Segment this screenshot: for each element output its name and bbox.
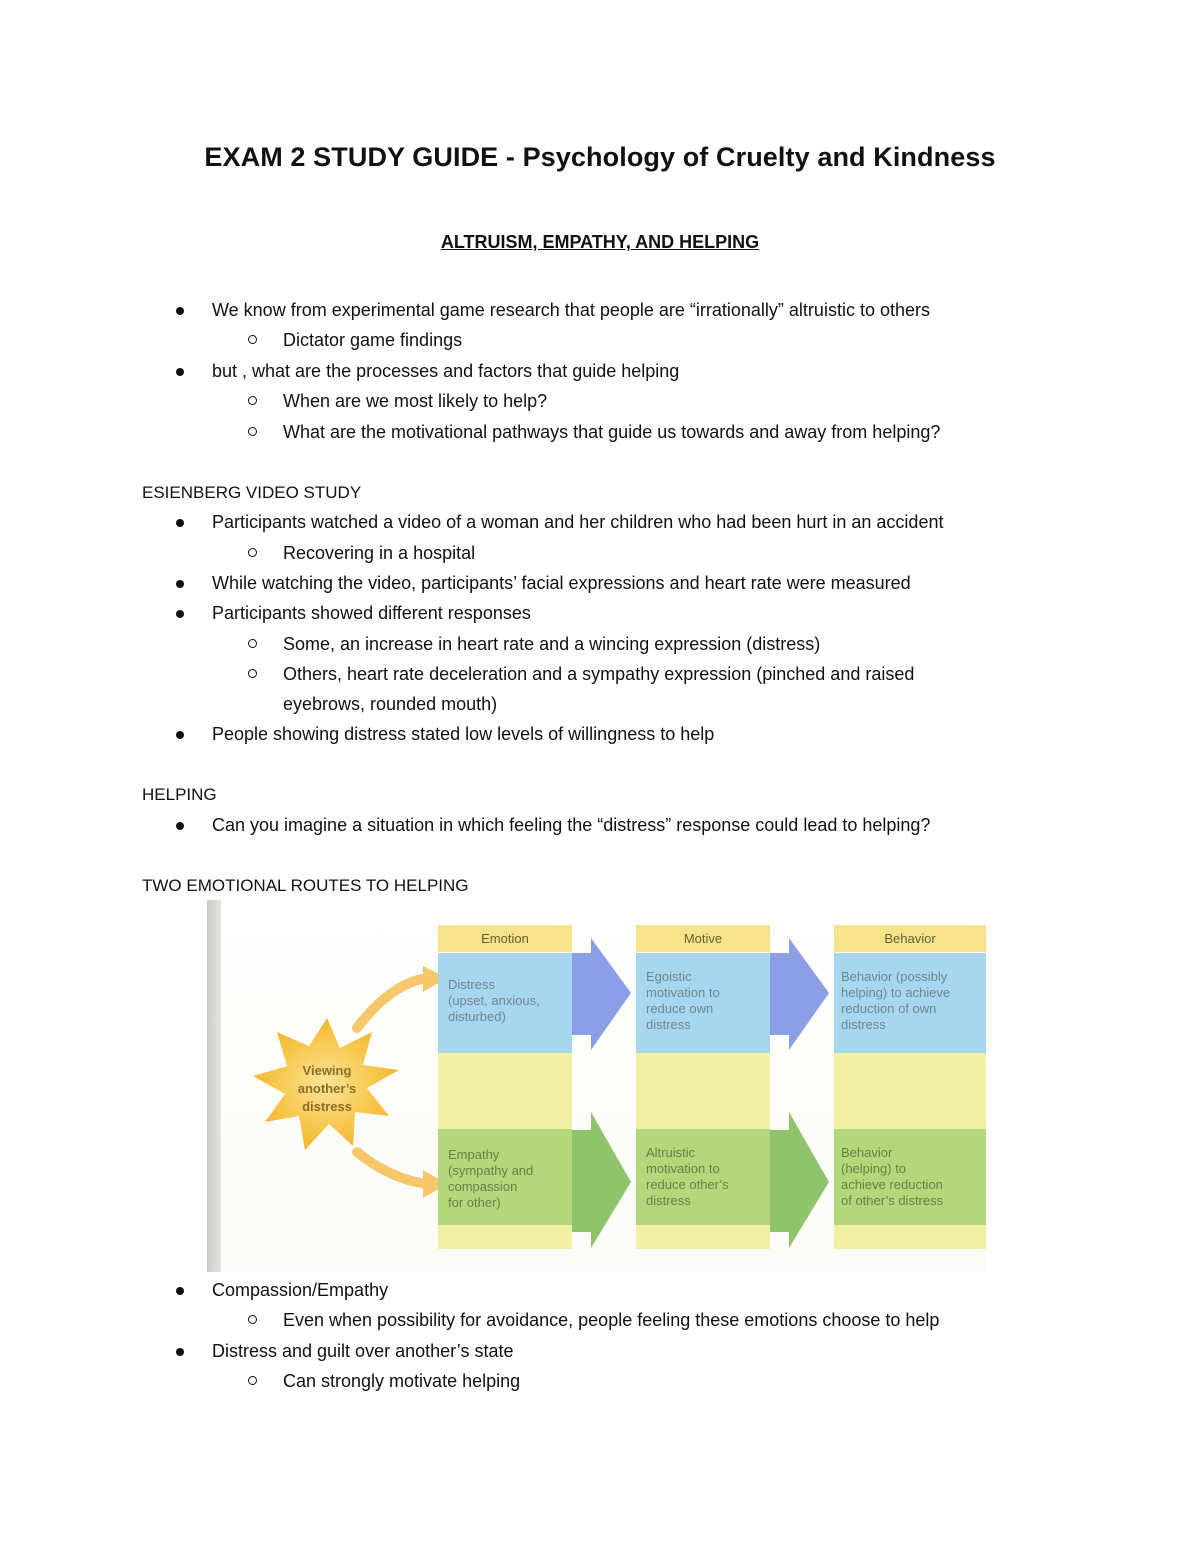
sub-bullet-text: Some, an increase in heart rate and a wincing expression (distress) bbox=[283, 634, 821, 654]
sub-bullet-text: Can strongly motivate helping bbox=[283, 1371, 521, 1391]
spacer-cell bbox=[636, 1053, 770, 1129]
bullet-text: Participants showed different responses bbox=[212, 603, 531, 623]
distress-cell bbox=[438, 953, 572, 1053]
bullet-text: Distress and guilt over another’s state bbox=[212, 1341, 514, 1361]
cell-line: disturbed) bbox=[448, 1009, 506, 1024]
cell-line: reduce other’s bbox=[646, 1177, 729, 1192]
star-label bbox=[287, 1062, 367, 1116]
cell-line: (helping) to bbox=[841, 1161, 907, 1176]
cell-line: reduction of own bbox=[841, 1001, 937, 1016]
star-label-line: another’s bbox=[297, 1081, 357, 1096]
bullet-dot bbox=[176, 1287, 184, 1295]
section-heading: ESIENBERG VIDEO STUDY bbox=[142, 483, 362, 502]
cell-line: distress bbox=[646, 1017, 691, 1032]
bullet-dot bbox=[176, 307, 184, 315]
cell-line: helping) to achieve bbox=[841, 985, 951, 1000]
bullet-text: People showing distress stated low levels of willingness to help bbox=[212, 724, 715, 744]
spacer-cell bbox=[834, 1053, 986, 1129]
section-heading: HELPING bbox=[142, 785, 217, 804]
cell-line: distress bbox=[646, 1193, 691, 1208]
star-label-line: Viewing bbox=[302, 1063, 352, 1078]
bullet-dot bbox=[176, 731, 184, 739]
cell-line: motivation to bbox=[646, 985, 720, 1000]
cell-text bbox=[646, 1145, 729, 1209]
cell-text bbox=[646, 969, 720, 1033]
cell-line: achieve reduction bbox=[841, 1177, 943, 1192]
sub-bullet-text: What are the motivational pathways that guide us towards and away from helping? bbox=[283, 422, 941, 442]
section-title-text: ALTRUISM, EMPATHY, AND HELPING bbox=[440, 232, 760, 252]
sub-bullet-circle bbox=[248, 427, 257, 436]
egoistic-cell bbox=[636, 953, 770, 1053]
section-heading: TWO EMOTIONAL ROUTES TO HELPING bbox=[142, 876, 469, 895]
cell-text bbox=[841, 1145, 943, 1209]
emotion-column bbox=[438, 925, 572, 1249]
sub-bullet-circle bbox=[248, 548, 257, 557]
behavior-column bbox=[834, 925, 986, 1249]
bullet-text: but , what are the processes and factors that guide helping bbox=[212, 361, 680, 381]
curved-arrow-up-icon bbox=[357, 978, 429, 1028]
sub-bullet-circle bbox=[248, 396, 257, 405]
cell-line: Behavior (possibly bbox=[841, 969, 948, 984]
sub-bullet-text: Others, heart rate deceleration and a sympathy expression (pinched and raised bbox=[283, 664, 915, 684]
bullet-dot bbox=[176, 822, 184, 830]
cell-line: (sympathy and bbox=[448, 1163, 534, 1178]
cell-line: for other) bbox=[448, 1195, 501, 1210]
cell-line: Altruistic bbox=[646, 1145, 696, 1160]
sub-bullet-text: Even when possibility for avoidance, people feeling these emotions choose to help bbox=[283, 1310, 940, 1330]
column-header: Motive bbox=[636, 925, 770, 952]
bullet-text: We know from experimental game research that people are “irrationally” altruistic to others bbox=[212, 300, 930, 320]
cell-text bbox=[841, 969, 950, 1033]
curved-arrow-down-icon bbox=[357, 1152, 429, 1184]
bullet-text: Compassion/Empathy bbox=[212, 1280, 389, 1300]
bullet-dot bbox=[176, 519, 184, 527]
cell-line: (upset, anxious, bbox=[448, 993, 540, 1008]
sub-bullet-circle bbox=[248, 335, 257, 344]
bullet-text: While watching the video, participants’ facial expressions and heart rate were measured bbox=[212, 573, 911, 593]
footer-cell bbox=[438, 1225, 572, 1249]
bullet-dot bbox=[176, 580, 184, 588]
cell-line: motivation to bbox=[646, 1161, 720, 1176]
sub-bullet-text: When are we most likely to help? bbox=[283, 391, 548, 411]
cell-line: Behavior bbox=[841, 1145, 893, 1160]
sub-bullet-circle bbox=[248, 1376, 257, 1385]
arrow-emotion-to-motive-empathy-icon bbox=[572, 1112, 631, 1248]
arrow-motive-to-behavior-distress-icon bbox=[770, 938, 829, 1050]
document-title: EXAM 2 STUDY GUIDE - Psychology of Cruelty and Kindness bbox=[204, 142, 996, 172]
section-title bbox=[0, 232, 1200, 253]
arrow-motive-to-behavior-empathy-icon bbox=[770, 1112, 829, 1248]
bullet-dot bbox=[176, 1348, 184, 1356]
cell-line: Distress bbox=[448, 977, 495, 992]
altruistic-cell bbox=[636, 1129, 770, 1225]
footer-cell bbox=[636, 1225, 770, 1249]
cell-line: Egoistic bbox=[646, 969, 692, 984]
sub-bullet-circle bbox=[248, 669, 257, 678]
sub-bullet-circle bbox=[248, 639, 257, 648]
cell-text bbox=[448, 977, 540, 1025]
motive-column bbox=[636, 925, 770, 1249]
bullet-text: Can you imagine a situation in which feeling the “distress” response could lead to helping? bbox=[212, 815, 931, 835]
arrow-emotion-to-motive-distress-icon bbox=[572, 938, 631, 1050]
cell-line: reduce own bbox=[646, 1001, 714, 1016]
spacer-cell bbox=[438, 1053, 572, 1129]
empathy-cell bbox=[438, 1129, 572, 1225]
cell-line: compassion bbox=[448, 1179, 518, 1194]
cell-line: Empathy bbox=[448, 1147, 500, 1162]
star-label-line: distress bbox=[302, 1099, 352, 1114]
cell-line: of other’s distress bbox=[841, 1193, 944, 1208]
behavior-other-cell bbox=[834, 1129, 986, 1225]
bullet-dot bbox=[176, 610, 184, 618]
behavior-own-cell bbox=[834, 953, 986, 1053]
column-header: Behavior bbox=[834, 925, 986, 952]
sub-bullet-text: Dictator game findings bbox=[283, 330, 463, 350]
sub-bullet-text: Recovering in a hospital bbox=[283, 543, 476, 563]
bullet-dot bbox=[176, 368, 184, 376]
cell-text bbox=[448, 1147, 533, 1211]
footer-cell bbox=[834, 1225, 986, 1249]
column-header: Emotion bbox=[438, 925, 572, 952]
sub-bullet-text-continued: eyebrows, rounded mouth) bbox=[283, 694, 498, 714]
sub-bullet-circle bbox=[248, 1315, 257, 1324]
bullet-text: Participants watched a video of a woman and her children who had been hurt in an accident bbox=[212, 512, 944, 532]
cell-line: distress bbox=[841, 1017, 886, 1032]
helping-routes-figure bbox=[207, 900, 987, 1272]
